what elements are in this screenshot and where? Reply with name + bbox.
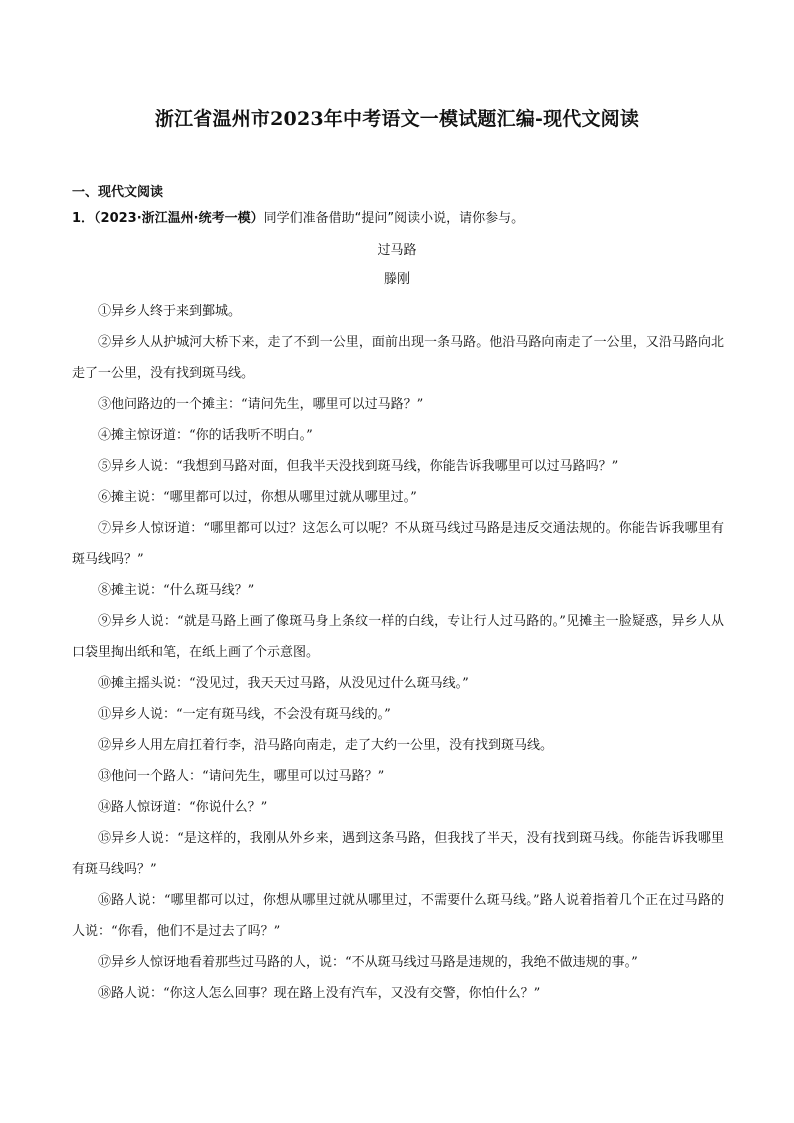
story-paragraph: ⑫异乡人用左肩扛着行李，沿马路向南走，走了大约一公里，没有找到斑马线。 [98, 738, 554, 753]
story-paragraph: ⑧摊主说：“什么斑马线？” [98, 583, 255, 598]
story-paragraph: ⑩摊主摇头说：“没见过，我天天过马路，从没见过什么斑马线。” [98, 676, 469, 691]
story-paragraph: ③他问路边的一个摊主：“请问先生，哪里可以过马路？” [98, 397, 424, 412]
story-paragraph: ⑱路人说：“你这人怎么回事？现在路上没有汽车，又没有交警，你怕什么？” [98, 986, 541, 1001]
story-paragraph: ⑰异乡人惊讶地看着那些过马路的人，说：“不从斑马线过马路是违规的，我绝不做违规的事。” [98, 955, 638, 970]
question-line [72, 207, 732, 226]
story-paragraph: ⑪异乡人说：“一定有斑马线，不会没有斑马线的。” [98, 707, 391, 722]
story-paragraph: ⑯路人说：“哪里都可以过，你想从哪里过就从哪里过，不需要什么斑马线。”路人说着指着几个正在过马路的人说：“你看，他们不是过去了吗？” [72, 893, 724, 939]
story-paragraph: ⑭路人惊讶道：“你说什么？” [98, 800, 268, 815]
story-author: 滕刚 [383, 272, 410, 287]
story-paragraph: ⑥摊主说：“哪里都可以过，你想从哪里过就从哪里过。” [98, 490, 417, 505]
question-number: 1． [72, 211, 95, 226]
document-title: 浙江省温州市2023年中考语文一模试题汇编-现代文阅读 [154, 108, 640, 130]
story-body [72, 296, 724, 1009]
story-paragraph: ⑨异乡人说：“就是马路上画了像斑马身上条纹一样的白线，专让行人过马路的。”见摊主一脸疑惑，异乡人从口袋里掏出纸和笔，在纸上画了个示意图。 [72, 614, 724, 660]
story-paragraph: ⑬他问一个路人：“请问先生，哪里可以过马路？” [98, 769, 385, 784]
section-heading: 一、现代文阅读 [72, 185, 164, 200]
question-prompt: 同学们准备借助“提问”阅读小说，请你参与。 [263, 211, 525, 226]
question-source: （2023·浙江温州·统考一模） [94, 211, 264, 226]
story-paragraph: ④摊主惊讶道：“你的话我听不明白。” [98, 428, 313, 443]
story-paragraph: ②异乡人从护城河大桥下来，走了不到一公里，面前出现一条马路。他沿马路向南走了一公里，又沿马路向北走了一公里，没有找到斑马线。 [72, 335, 724, 381]
story-paragraph: ⑤异乡人说：“我想到马路对面，但我半天没找到斑马线，你能告诉我哪里可以过马路吗？” [98, 459, 619, 474]
story-paragraph: ⑮异乡人说：“是这样的，我刚从外乡来，遇到这条马路，但我找了半天，没有找到斑马线。你能告诉我哪里有斑马线吗？” [72, 831, 724, 877]
story-paragraph: ⑦异乡人惊讶道：“哪里都可以过？这怎么可以呢？不从斑马线过马路是违反交通法规的。你能告诉我哪里有斑马线吗？” [72, 521, 724, 567]
story-title: 过马路 [377, 243, 417, 258]
story-paragraph: ①异乡人终于来到鄞城。 [98, 304, 242, 319]
